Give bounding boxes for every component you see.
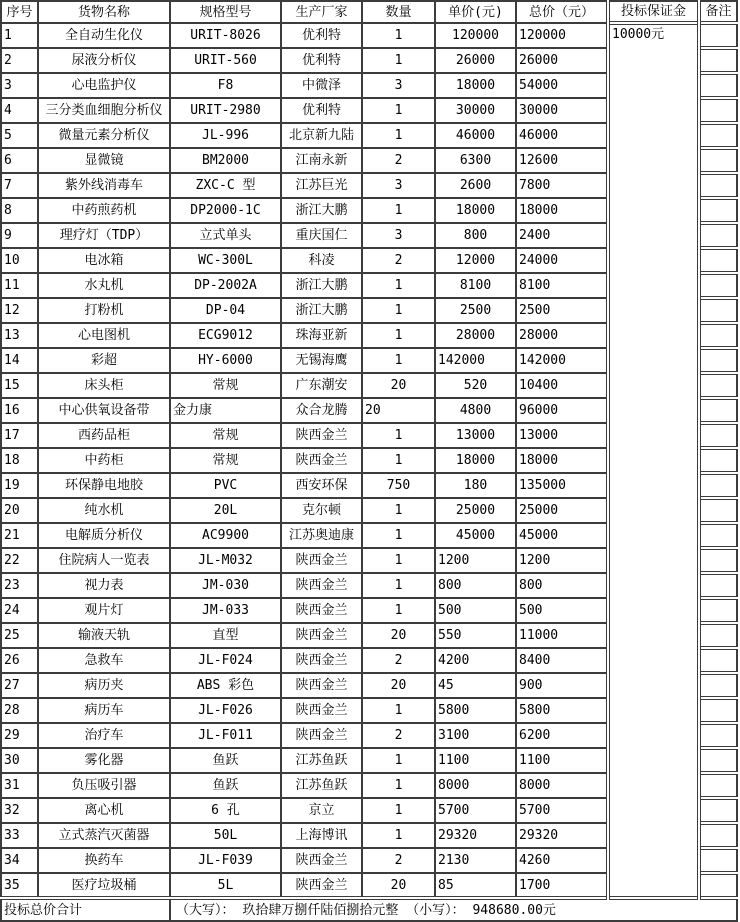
item-manufacturer-cell: 陕西金兰	[281, 723, 362, 748]
item-model-cell: 立式单头	[170, 223, 281, 248]
item-total-price-cell: 26000	[516, 48, 608, 73]
item-no-cell: 26	[1, 648, 38, 673]
item-quantity-cell: 20	[362, 673, 435, 698]
item-no-cell: 15	[1, 373, 38, 398]
item-total-price-cell: 8400	[516, 648, 608, 673]
item-quantity-cell: 1	[362, 323, 435, 348]
header-model: 规格型号	[170, 1, 281, 23]
item-unit-price-cell: 5800	[435, 698, 516, 723]
item-no-cell: 27	[1, 673, 38, 698]
item-model-cell: F8	[170, 73, 281, 98]
remark-cell	[699, 498, 737, 523]
header-quantity: 数量	[362, 1, 435, 23]
item-no-cell: 25	[1, 623, 38, 648]
item-unit-price-cell: 45	[435, 673, 516, 698]
remark-cell	[699, 873, 737, 898]
item-quantity-cell: 20	[362, 373, 435, 398]
item-unit-price-cell: 13000	[435, 423, 516, 448]
item-name-cell: 中药煎药机	[38, 198, 170, 223]
header-unit-price: 单价(元)	[435, 1, 516, 23]
item-no-cell: 30	[1, 748, 38, 773]
item-manufacturer-cell: 陕西金兰	[281, 698, 362, 723]
item-unit-price-cell: 500	[435, 598, 516, 623]
item-unit-price-cell: 45000	[435, 523, 516, 548]
summary-row	[1, 898, 737, 921]
remark-cell	[699, 248, 737, 273]
item-no-cell: 10	[1, 248, 38, 273]
item-no-cell: 18	[1, 448, 38, 473]
item-name-cell: 环保静电地胶	[38, 473, 170, 498]
item-manufacturer-cell: 陕西金兰	[281, 598, 362, 623]
item-no-cell: 8	[1, 198, 38, 223]
item-manufacturer-cell: 无锡海鹰	[281, 348, 362, 373]
item-total-price-cell: 1100	[516, 748, 608, 773]
item-manufacturer-cell: 中微泽	[281, 73, 362, 98]
remark-cell	[699, 823, 737, 848]
item-quantity-cell: 1	[362, 273, 435, 298]
item-unit-price-cell: 8000	[435, 773, 516, 798]
item-unit-price-cell: 142000	[435, 348, 516, 373]
item-unit-price-cell: 120000	[435, 23, 516, 48]
item-total-price-cell: 2400	[516, 223, 608, 248]
item-no-cell: 9	[1, 223, 38, 248]
header-bid-deposit: 投标保证金	[608, 1, 699, 23]
remark-cell	[699, 548, 737, 573]
item-name-cell: 雾化器	[38, 748, 170, 773]
item-model-cell: DP-2002A	[170, 273, 281, 298]
item-quantity-cell: 2	[362, 248, 435, 273]
item-no-cell: 11	[1, 273, 38, 298]
item-unit-price-cell: 18000	[435, 73, 516, 98]
item-model-cell: JM-033	[170, 598, 281, 623]
item-manufacturer-cell: 克尔顿	[281, 498, 362, 523]
item-total-price-cell: 5700	[516, 798, 608, 823]
item-unit-price-cell: 1100	[435, 748, 516, 773]
item-unit-price-cell: 550	[435, 623, 516, 648]
item-name-cell: 纯水机	[38, 498, 170, 523]
item-name-cell: 电解质分析仪	[38, 523, 170, 548]
header-no: 序号	[1, 1, 38, 23]
item-no-cell: 28	[1, 698, 38, 723]
item-unit-price-cell: 800	[435, 573, 516, 598]
item-name-cell: 治疗车	[38, 723, 170, 748]
remark-cell	[699, 773, 737, 798]
item-unit-price-cell: 30000	[435, 98, 516, 123]
remark-cell	[699, 573, 737, 598]
item-name-cell: 病历车	[38, 698, 170, 723]
summary-amount: （大写）： 玖拾肆万捌仟陆佰捌拾元整 （小写）： 948680.00元	[170, 898, 737, 921]
item-name-cell: 住院病人一览表	[38, 548, 170, 573]
item-quantity-cell: 1	[362, 23, 435, 48]
item-manufacturer-cell: 陕西金兰	[281, 548, 362, 573]
item-total-price-cell: 29320	[516, 823, 608, 848]
item-total-price-cell: 135000	[516, 473, 608, 498]
header-remark: 备注	[699, 1, 737, 23]
item-no-cell: 5	[1, 123, 38, 148]
item-model-cell: ZXC-C 型	[170, 173, 281, 198]
item-manufacturer-cell: 浙江大鹏	[281, 273, 362, 298]
item-unit-price-cell: 18000	[435, 448, 516, 473]
item-total-price-cell: 54000	[516, 73, 608, 98]
item-no-cell: 3	[1, 73, 38, 98]
item-model-cell: 鱼跃	[170, 748, 281, 773]
item-quantity-cell: 1	[362, 698, 435, 723]
item-quantity-cell: 1	[362, 573, 435, 598]
item-total-price-cell: 120000	[516, 23, 608, 48]
item-model-cell: 直型	[170, 623, 281, 648]
remark-cell	[699, 23, 737, 48]
item-quantity-cell: 1	[362, 123, 435, 148]
item-manufacturer-cell: 江苏奥迪康	[281, 523, 362, 548]
item-name-cell: 显微镜	[38, 148, 170, 173]
item-quantity-cell: 1	[362, 823, 435, 848]
item-name-cell: 尿液分析仪	[38, 48, 170, 73]
item-name-cell: 立式蒸汽灭菌器	[38, 823, 170, 848]
item-quantity-cell: 1	[362, 548, 435, 573]
item-unit-price-cell: 29320	[435, 823, 516, 848]
item-name-cell: 电冰箱	[38, 248, 170, 273]
item-quantity-cell: 2	[362, 648, 435, 673]
item-quantity-cell: 1	[362, 198, 435, 223]
item-model-cell: 常规	[170, 448, 281, 473]
item-no-cell: 20	[1, 498, 38, 523]
item-no-cell: 19	[1, 473, 38, 498]
item-no-cell: 23	[1, 573, 38, 598]
remark-cell	[699, 98, 737, 123]
item-model-cell: PVC	[170, 473, 281, 498]
remark-cell	[699, 473, 737, 498]
item-unit-price-cell: 85	[435, 873, 516, 898]
item-total-price-cell: 11000	[516, 623, 608, 648]
item-quantity-cell: 20	[362, 398, 435, 423]
item-model-cell: HY-6000	[170, 348, 281, 373]
item-unit-price-cell: 28000	[435, 323, 516, 348]
item-model-cell: JL-F024	[170, 648, 281, 673]
item-no-cell: 17	[1, 423, 38, 448]
item-total-price-cell: 12600	[516, 148, 608, 173]
item-no-cell: 33	[1, 823, 38, 848]
item-total-price-cell: 10400	[516, 373, 608, 398]
item-model-cell: WC-300L	[170, 248, 281, 273]
item-no-cell: 13	[1, 323, 38, 348]
remark-cell	[699, 273, 737, 298]
item-model-cell: JL-M032	[170, 548, 281, 573]
item-total-price-cell: 24000	[516, 248, 608, 273]
item-name-cell: 西药品柜	[38, 423, 170, 448]
item-manufacturer-cell: 陕西金兰	[281, 848, 362, 873]
item-model-cell: ABS 彩色	[170, 673, 281, 698]
item-unit-price-cell: 26000	[435, 48, 516, 73]
item-name-cell: 换药车	[38, 848, 170, 873]
header-manufacturer: 生产厂家	[281, 1, 362, 23]
item-manufacturer-cell: 优利特	[281, 98, 362, 123]
item-unit-price-cell: 1200	[435, 548, 516, 573]
item-quantity-cell: 750	[362, 473, 435, 498]
item-total-price-cell: 46000	[516, 123, 608, 148]
item-model-cell: DP-04	[170, 298, 281, 323]
remark-cell	[699, 723, 737, 748]
item-model-cell: URIT-560	[170, 48, 281, 73]
item-total-price-cell: 4260	[516, 848, 608, 873]
remark-cell	[699, 748, 737, 773]
item-name-cell: 医疗垃圾桶	[38, 873, 170, 898]
item-total-price-cell: 800	[516, 573, 608, 598]
item-total-price-cell: 18000	[516, 448, 608, 473]
item-unit-price-cell: 8100	[435, 273, 516, 298]
item-name-cell: 中心供氧设备带	[38, 398, 170, 423]
item-model-cell: 常规	[170, 373, 281, 398]
item-model-cell: 6 孔	[170, 798, 281, 823]
item-quantity-cell: 1	[362, 773, 435, 798]
remark-cell	[699, 673, 737, 698]
item-unit-price-cell: 4200	[435, 648, 516, 673]
item-unit-price-cell: 2600	[435, 173, 516, 198]
item-no-cell: 24	[1, 598, 38, 623]
item-unit-price-cell: 180	[435, 473, 516, 498]
item-manufacturer-cell: 优利特	[281, 23, 362, 48]
item-no-cell: 34	[1, 848, 38, 873]
item-no-cell: 2	[1, 48, 38, 73]
item-name-cell: 心电监护仪	[38, 73, 170, 98]
item-no-cell: 32	[1, 798, 38, 823]
item-manufacturer-cell: 陕西金兰	[281, 423, 362, 448]
item-no-cell: 4	[1, 98, 38, 123]
item-manufacturer-cell: 江南永新	[281, 148, 362, 173]
item-manufacturer-cell: 西安环保	[281, 473, 362, 498]
item-quantity-cell: 3	[362, 223, 435, 248]
item-unit-price-cell: 18000	[435, 198, 516, 223]
item-manufacturer-cell: 江苏鱼跃	[281, 773, 362, 798]
item-unit-price-cell: 6300	[435, 148, 516, 173]
item-model-cell: 金力康	[170, 398, 281, 423]
remark-cell	[699, 648, 737, 673]
item-manufacturer-cell: 优利特	[281, 48, 362, 73]
item-name-cell: 负压吸引器	[38, 773, 170, 798]
item-name-cell: 三分类血细胞分析仪	[38, 98, 170, 123]
item-model-cell: 20L	[170, 498, 281, 523]
remark-cell	[699, 123, 737, 148]
item-quantity-cell: 1	[362, 448, 435, 473]
item-model-cell: DP2000-1C	[170, 198, 281, 223]
item-name-cell: 水丸机	[38, 273, 170, 298]
item-unit-price-cell: 2130	[435, 848, 516, 873]
item-manufacturer-cell: 陕西金兰	[281, 648, 362, 673]
item-manufacturer-cell: 珠海亚新	[281, 323, 362, 348]
item-total-price-cell: 900	[516, 673, 608, 698]
item-model-cell: BM2000	[170, 148, 281, 173]
item-name-cell: 床头柜	[38, 373, 170, 398]
item-model-cell: 鱼跃	[170, 773, 281, 798]
header-total-price: 总价（元）	[516, 1, 608, 23]
item-manufacturer-cell: 江苏鱼跃	[281, 748, 362, 773]
remark-cell	[699, 348, 737, 373]
item-no-cell: 22	[1, 548, 38, 573]
item-model-cell: ECG9012	[170, 323, 281, 348]
item-manufacturer-cell: 陕西金兰	[281, 673, 362, 698]
item-manufacturer-cell: 众合龙腾	[281, 398, 362, 423]
item-model-cell: JL-F039	[170, 848, 281, 873]
item-manufacturer-cell: 陕西金兰	[281, 573, 362, 598]
item-name-cell: 打粉机	[38, 298, 170, 323]
item-quantity-cell: 1	[362, 298, 435, 323]
item-unit-price-cell: 3100	[435, 723, 516, 748]
item-quantity-cell: 2	[362, 848, 435, 873]
item-manufacturer-cell: 陕西金兰	[281, 623, 362, 648]
item-no-cell: 29	[1, 723, 38, 748]
summary-label: 投标总价合计	[1, 898, 170, 921]
item-quantity-cell: 2	[362, 723, 435, 748]
remark-cell	[699, 448, 737, 473]
item-model-cell: URIT-2980	[170, 98, 281, 123]
item-quantity-cell: 3	[362, 73, 435, 98]
remark-cell	[699, 398, 737, 423]
remark-cell	[699, 173, 737, 198]
item-unit-price-cell: 800	[435, 223, 516, 248]
item-model-cell: 5L	[170, 873, 281, 898]
item-total-price-cell: 2500	[516, 298, 608, 323]
item-unit-price-cell: 12000	[435, 248, 516, 273]
remark-cell	[699, 523, 737, 548]
item-no-cell: 1	[1, 23, 38, 48]
bid-deposit-cell: 10000元	[608, 23, 699, 898]
remark-cell	[699, 848, 737, 873]
item-total-price-cell: 5800	[516, 698, 608, 723]
item-unit-price-cell: 2500	[435, 298, 516, 323]
item-manufacturer-cell: 科凌	[281, 248, 362, 273]
item-manufacturer-cell: 江苏巨光	[281, 173, 362, 198]
item-total-price-cell: 7800	[516, 173, 608, 198]
remark-cell	[699, 698, 737, 723]
item-model-cell: JL-F026	[170, 698, 281, 723]
item-manufacturer-cell: 重庆国仁	[281, 223, 362, 248]
item-total-price-cell: 500	[516, 598, 608, 623]
item-total-price-cell: 8000	[516, 773, 608, 798]
item-no-cell: 16	[1, 398, 38, 423]
item-unit-price-cell: 4800	[435, 398, 516, 423]
item-manufacturer-cell: 广东潮安	[281, 373, 362, 398]
item-quantity-cell: 1	[362, 98, 435, 123]
item-total-price-cell: 28000	[516, 323, 608, 348]
item-name-cell: 紫外线消毒车	[38, 173, 170, 198]
item-model-cell: AC9900	[170, 523, 281, 548]
item-quantity-cell: 2	[362, 148, 435, 173]
table-row	[1, 23, 737, 48]
item-no-cell: 21	[1, 523, 38, 548]
item-name-cell: 心电图机	[38, 323, 170, 348]
item-total-price-cell: 8100	[516, 273, 608, 298]
remark-cell	[699, 598, 737, 623]
item-quantity-cell: 1	[362, 498, 435, 523]
item-no-cell: 35	[1, 873, 38, 898]
remark-cell	[699, 73, 737, 98]
item-total-price-cell: 1200	[516, 548, 608, 573]
header-row	[1, 1, 737, 23]
item-quantity-cell: 1	[362, 348, 435, 373]
item-total-price-cell: 6200	[516, 723, 608, 748]
item-name-cell: 急救车	[38, 648, 170, 673]
item-name-cell: 微量元素分析仪	[38, 123, 170, 148]
item-model-cell: JL-996	[170, 123, 281, 148]
item-model-cell: 常规	[170, 423, 281, 448]
item-no-cell: 7	[1, 173, 38, 198]
header-goods-name: 货物名称	[38, 1, 170, 23]
item-no-cell: 14	[1, 348, 38, 373]
item-quantity-cell: 3	[362, 173, 435, 198]
item-name-cell: 观片灯	[38, 598, 170, 623]
item-total-price-cell: 142000	[516, 348, 608, 373]
item-unit-price-cell: 5700	[435, 798, 516, 823]
item-manufacturer-cell: 北京新九陆	[281, 123, 362, 148]
item-name-cell: 全自动生化仪	[38, 23, 170, 48]
item-model-cell: URIT-8026	[170, 23, 281, 48]
remark-cell	[699, 623, 737, 648]
remark-cell	[699, 298, 737, 323]
remark-cell	[699, 323, 737, 348]
item-total-price-cell: 25000	[516, 498, 608, 523]
item-manufacturer-cell: 陕西金兰	[281, 448, 362, 473]
item-total-price-cell: 13000	[516, 423, 608, 448]
item-total-price-cell: 18000	[516, 198, 608, 223]
item-quantity-cell: 1	[362, 48, 435, 73]
item-total-price-cell: 45000	[516, 523, 608, 548]
item-manufacturer-cell: 陕西金兰	[281, 873, 362, 898]
item-manufacturer-cell: 上海博讯	[281, 823, 362, 848]
item-total-price-cell: 30000	[516, 98, 608, 123]
item-quantity-cell: 1	[362, 598, 435, 623]
item-no-cell: 12	[1, 298, 38, 323]
remark-cell	[699, 798, 737, 823]
item-model-cell: JL-F011	[170, 723, 281, 748]
item-model-cell: 50L	[170, 823, 281, 848]
remark-cell	[699, 148, 737, 173]
item-quantity-cell: 20	[362, 873, 435, 898]
item-quantity-cell: 1	[362, 423, 435, 448]
item-model-cell: JM-030	[170, 573, 281, 598]
item-name-cell: 离心机	[38, 798, 170, 823]
item-no-cell: 6	[1, 148, 38, 173]
item-name-cell: 中药柜	[38, 448, 170, 473]
item-name-cell: 理疗灯（TDP）	[38, 223, 170, 248]
item-manufacturer-cell: 京立	[281, 798, 362, 823]
item-unit-price-cell: 25000	[435, 498, 516, 523]
item-name-cell: 彩超	[38, 348, 170, 373]
item-manufacturer-cell: 浙江大鹏	[281, 298, 362, 323]
item-quantity-cell: 20	[362, 623, 435, 648]
item-name-cell: 病历夹	[38, 673, 170, 698]
remark-cell	[699, 223, 737, 248]
item-name-cell: 输液天轨	[38, 623, 170, 648]
item-quantity-cell: 1	[362, 523, 435, 548]
item-unit-price-cell: 46000	[435, 123, 516, 148]
item-name-cell: 视力表	[38, 573, 170, 598]
item-quantity-cell: 1	[362, 748, 435, 773]
remark-cell	[699, 48, 737, 73]
item-quantity-cell: 1	[362, 798, 435, 823]
remark-cell	[699, 373, 737, 398]
remark-cell	[699, 423, 737, 448]
item-no-cell: 31	[1, 773, 38, 798]
item-total-price-cell: 96000	[516, 398, 608, 423]
remark-cell	[699, 198, 737, 223]
item-total-price-cell: 1700	[516, 873, 608, 898]
item-manufacturer-cell: 浙江大鹏	[281, 198, 362, 223]
item-unit-price-cell: 520	[435, 373, 516, 398]
